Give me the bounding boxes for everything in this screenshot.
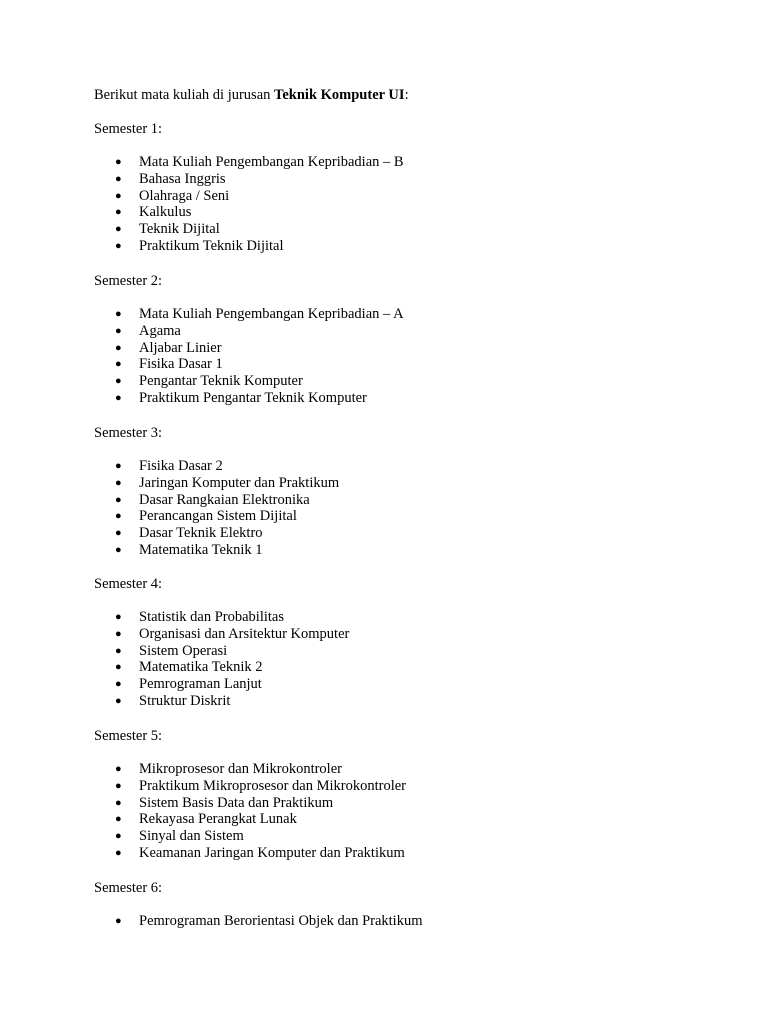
course-name: Praktikum Pengantar Teknik Komputer (139, 389, 367, 406)
bullet-icon: ● (115, 206, 122, 219)
bullet-icon: ● (115, 763, 122, 775)
bullet-icon: ● (115, 644, 122, 657)
course-name: Rekayasa Perangkat Lunak (139, 811, 297, 828)
course-name: Mata Kuliah Pengembangan Kepribadian – A (139, 306, 404, 322)
bullet-icon: ● (115, 223, 122, 236)
bullet-icon: ● (115, 341, 122, 354)
semester-1-title: Semester 1: (94, 121, 163, 137)
course-name: Sistem Basis Data dan Praktikum (139, 794, 334, 811)
course-name: Mikroprosesor dan Mikrokontroler (139, 761, 342, 777)
semester-5-title: Semester 5: (94, 728, 163, 744)
course-name: Mata Kuliah Pengembangan Kepribadian – B (139, 154, 404, 170)
bullet-icon: ● (115, 830, 122, 843)
bullet-icon: ● (115, 476, 122, 489)
semester-6-section (94, 879, 734, 929)
semester-2-section (94, 272, 734, 406)
course-name: Perancangan Sistem Dijital (139, 508, 297, 525)
semester-3-title: Semester 3: (94, 425, 163, 441)
semester-6-title: Semester 6: (94, 880, 163, 896)
course-name: Pemrograman Lanjut (139, 676, 262, 693)
semester-4-section (94, 575, 734, 709)
bullet-icon: ● (115, 527, 122, 540)
intro-prefix: Berikut mata kuliah di jurusan (94, 87, 275, 103)
course-name: Praktikum Teknik Dijital (139, 237, 284, 254)
course-name: Matematika Teknik 1 (139, 541, 263, 558)
semester-5-section (94, 727, 734, 861)
course-name: Matematika Teknik 2 (139, 659, 263, 676)
course-name: Praktikum Mikroprosesor dan Mikrokontroler (139, 777, 407, 794)
bullet-icon: ● (115, 189, 122, 202)
course-name: Bahasa Inggris (139, 170, 226, 187)
department-name: Teknik Komputer UI (274, 87, 405, 103)
course-name: Fisika Dasar 1 (139, 356, 223, 373)
semester-4-title: Semester 4: (94, 576, 163, 592)
bullet-icon: ● (115, 678, 122, 691)
bullet-icon: ● (115, 779, 122, 792)
bullet-icon: ● (115, 493, 122, 506)
intro-paragraph (94, 86, 409, 104)
bullet-icon: ● (115, 239, 122, 252)
course-name: Sistem Operasi (139, 642, 228, 659)
bullet-icon: ● (115, 375, 122, 388)
bullet-icon: ● (115, 543, 122, 556)
bullet-icon: ● (115, 611, 122, 623)
bullet-icon: ● (115, 846, 122, 859)
bullet-icon: ● (115, 358, 122, 371)
bullet-icon: ● (115, 796, 122, 809)
intro-suffix: : (404, 87, 409, 103)
course-name: Pemrograman Berorientasi Objek dan Praktikum (139, 913, 423, 929)
course-name: Keamanan Jaringan Komputer dan Praktikum (139, 844, 405, 861)
course-name: Jaringan Komputer dan Praktikum (139, 474, 340, 491)
course-name: Dasar Rangkaian Elektronika (139, 491, 310, 508)
bullet-icon: ● (115, 156, 122, 168)
bullet-icon: ● (115, 510, 122, 523)
course-name: Pengantar Teknik Komputer (139, 373, 303, 390)
course-name: Dasar Teknik Elektro (139, 525, 263, 542)
course-name: Kalkulus (139, 204, 192, 221)
course-name: Teknik Dijital (139, 221, 220, 238)
course-name: Organisasi dan Arsitektur Komputer (139, 625, 350, 642)
semester-3-section (94, 424, 734, 558)
bullet-icon: ● (115, 308, 122, 320)
course-name: Olahraga / Seni (139, 187, 230, 204)
bullet-icon: ● (115, 391, 122, 404)
course-name: Sinyal dan Sistem (139, 828, 244, 845)
bullet-icon: ● (115, 694, 122, 707)
bullet-icon: ● (115, 915, 122, 927)
bullet-icon: ● (115, 813, 122, 826)
semester-1-section (94, 120, 734, 254)
course-name: Aljabar Linier (139, 339, 222, 356)
bullet-icon: ● (115, 627, 122, 640)
course-name: Fisika Dasar 2 (139, 458, 223, 474)
bullet-icon: ● (115, 324, 122, 337)
bullet-icon: ● (115, 661, 122, 674)
course-name: Struktur Diskrit (139, 692, 231, 709)
bullet-icon: ● (115, 460, 122, 472)
course-name: Statistik dan Probabilitas (139, 609, 284, 625)
semester-2-title: Semester 2: (94, 273, 163, 289)
bullet-icon: ● (115, 172, 122, 185)
course-name: Agama (139, 322, 181, 339)
